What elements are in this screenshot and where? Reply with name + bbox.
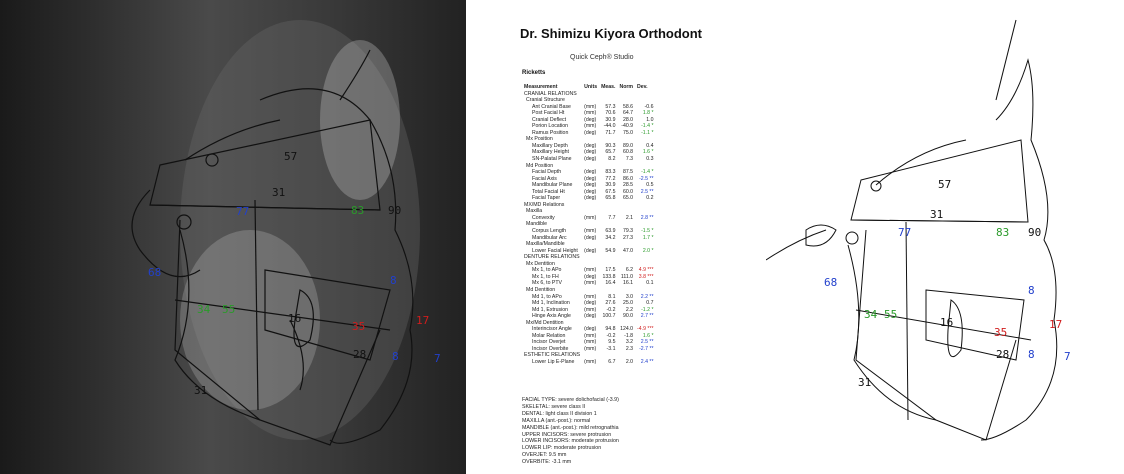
row-meas: -44.0 bbox=[603, 123, 616, 130]
col-measurement: Measurement bbox=[524, 84, 558, 90]
row-meas: 70.6 bbox=[605, 110, 616, 117]
label-34: 34 bbox=[197, 303, 211, 316]
row-meas: 65.8 bbox=[605, 195, 616, 202]
row-units: (deg) bbox=[584, 116, 597, 123]
tracing-labels bbox=[824, 178, 1071, 389]
row-dev: 0.7 bbox=[646, 300, 654, 307]
row-units: (mm) bbox=[584, 280, 597, 287]
tracing-drawing bbox=[766, 0, 1124, 474]
trace-label-90: 90 bbox=[1028, 226, 1042, 239]
row-norm: 87.5 bbox=[622, 169, 634, 176]
row-dev: 1.6 * bbox=[642, 149, 654, 156]
row-meas: 34.2 bbox=[605, 234, 616, 241]
row-norm: 2.2 bbox=[625, 306, 634, 313]
row-meas: 9.5 bbox=[608, 339, 616, 346]
row-norm: -40.9 bbox=[621, 123, 634, 130]
row-label: Mx 1, to APo bbox=[532, 267, 562, 274]
row-meas: 6.7 bbox=[608, 358, 616, 365]
analysis-name: Ricketts bbox=[522, 70, 546, 76]
row-label: Mx Position bbox=[526, 136, 553, 143]
row-meas: 8.2 bbox=[608, 156, 616, 163]
row-label: Lower Facial Height bbox=[532, 247, 578, 254]
row-label: Facial Taper bbox=[532, 195, 561, 202]
row-meas: 30.9 bbox=[605, 182, 616, 189]
row-meas: 71.7 bbox=[605, 129, 616, 136]
label-8a: 8 bbox=[390, 274, 397, 287]
row-label: Post Facial Ht bbox=[532, 110, 565, 117]
row-dev: -1.1 * bbox=[641, 129, 654, 136]
row-norm: 2.3 bbox=[625, 345, 634, 352]
row-norm: 47.0 bbox=[622, 247, 634, 254]
row-label: SN-Palatal Plane bbox=[532, 156, 572, 163]
row-meas: 77.2 bbox=[605, 175, 616, 182]
row-units: (mm) bbox=[584, 358, 597, 365]
row-units: (mm) bbox=[584, 123, 597, 130]
row-label: Md 1, Inclination bbox=[532, 300, 570, 307]
row-units: (mm) bbox=[584, 345, 597, 352]
label-8b: 8 bbox=[392, 350, 399, 363]
row-dev: -1.2 * bbox=[641, 306, 654, 313]
trace-label-31b: 31 bbox=[858, 376, 872, 389]
row-norm: 60.8 bbox=[622, 149, 634, 156]
row-meas: -3.1 bbox=[606, 345, 616, 352]
row-dev: 3.8 *** bbox=[638, 273, 654, 280]
row-norm: 27.3 bbox=[622, 234, 634, 241]
row-norm: 124.0 bbox=[620, 326, 634, 333]
row-label: Mx Dentition bbox=[526, 260, 555, 267]
row-norm: 2.0 bbox=[625, 358, 634, 365]
row-label: Ant Cranial Base bbox=[532, 103, 571, 110]
row-meas: 83.3 bbox=[605, 169, 616, 176]
row-label: Mandibular Arc bbox=[532, 234, 567, 241]
row-dev: -1.4 * bbox=[641, 123, 654, 130]
row-norm: 6.2 bbox=[625, 267, 634, 274]
label-31b: 31 bbox=[194, 384, 208, 397]
trace-label-16: 16 bbox=[940, 316, 954, 329]
row-dev: -2.5 ** bbox=[639, 175, 654, 182]
row-norm: 64.7 bbox=[622, 110, 634, 117]
row-norm: 3.2 bbox=[625, 339, 634, 346]
row-label: Md 1, to APo bbox=[532, 293, 562, 300]
table-row bbox=[522, 359, 655, 366]
summary-line: OVERJET: 9.5 mm bbox=[522, 452, 567, 459]
row-units: (deg) bbox=[584, 300, 597, 307]
summary-line: FACIAL TYPE: severe dolichofacial (-3.9) bbox=[522, 397, 619, 403]
row-meas: 30.9 bbox=[605, 116, 616, 123]
row-label: Md Dentition bbox=[526, 286, 556, 293]
row-units: (deg) bbox=[584, 156, 597, 163]
row-meas: 63.9 bbox=[605, 228, 616, 235]
row-norm: 28.0 bbox=[622, 116, 634, 123]
label-55: 55 bbox=[222, 303, 236, 316]
row-norm: 79.3 bbox=[622, 228, 634, 235]
row-norm: 28.5 bbox=[622, 182, 634, 189]
row-label: Molar Relation bbox=[532, 332, 566, 339]
trace-label-35: 35 bbox=[994, 326, 1008, 339]
row-dev: 1.8 * bbox=[642, 110, 654, 117]
trace-label-68: 68 bbox=[824, 276, 838, 289]
row-units: (deg) bbox=[584, 149, 597, 156]
row-dev: 4.9 *** bbox=[638, 267, 654, 274]
row-meas: -0.2 bbox=[606, 332, 616, 339]
row-meas: 133.8 bbox=[602, 273, 616, 280]
row-label: Cranial Structure bbox=[526, 97, 565, 104]
row-norm: 75.0 bbox=[622, 129, 634, 136]
row-label: Hinge Axis Angle bbox=[532, 313, 571, 320]
row-label: Maxilla bbox=[526, 208, 543, 215]
col-meas: Meas. bbox=[601, 84, 616, 90]
row-label: Mx 1, to FH bbox=[532, 273, 559, 280]
xray-overlay bbox=[0, 0, 466, 474]
row-label: Lower Lip E-Plane bbox=[532, 358, 575, 365]
row-units: (deg) bbox=[584, 142, 597, 149]
row-norm: 7.3 bbox=[625, 156, 634, 163]
row-units: (deg) bbox=[584, 182, 597, 189]
row-units: (deg) bbox=[584, 273, 597, 280]
row-units: (deg) bbox=[584, 188, 597, 195]
row-units: (deg) bbox=[584, 247, 597, 254]
label-77: 77 bbox=[236, 205, 250, 218]
row-meas: 57.3 bbox=[605, 103, 616, 110]
row-norm: 86.0 bbox=[622, 175, 634, 182]
row-meas: 27.6 bbox=[605, 300, 616, 307]
trace-label-28: 28 bbox=[996, 348, 1010, 361]
row-units: (mm) bbox=[584, 339, 597, 346]
summary-line: LOWER LIP: moderate protrusion bbox=[522, 445, 602, 452]
label-31: 31 bbox=[272, 186, 286, 199]
trace-label-8a: 8 bbox=[1028, 284, 1035, 297]
row-units: (mm) bbox=[584, 103, 597, 110]
row-dev: 2.4 ** bbox=[640, 358, 654, 365]
cephalometric-xray bbox=[0, 0, 466, 474]
trace-label-31: 31 bbox=[930, 208, 944, 221]
row-dev: 0.2 bbox=[646, 195, 654, 202]
row-meas: 94.8 bbox=[605, 326, 616, 333]
row-dev: 2.8 ** bbox=[640, 214, 654, 221]
row-label: Ramus Position bbox=[532, 129, 569, 136]
row-label: Incisor Overjet bbox=[532, 339, 566, 346]
row-dev: -4.9 *** bbox=[637, 326, 654, 333]
label-16: 16 bbox=[288, 312, 302, 325]
row-label: Cranial Deflect bbox=[532, 116, 567, 123]
trace-label-17: 17 bbox=[1049, 318, 1063, 331]
row-norm: -1.8 bbox=[624, 332, 634, 339]
row-label: Incisor Overbite bbox=[532, 345, 569, 352]
row-dev: 2.5 ** bbox=[640, 188, 654, 195]
row-norm: 2.1 bbox=[625, 214, 634, 221]
row-label: CRANIAL RELATIONS bbox=[524, 90, 577, 97]
row-units: (mm) bbox=[584, 267, 597, 274]
label-7: 7 bbox=[434, 352, 441, 365]
summary-line: LOWER INCISORS: moderate protrusion bbox=[522, 438, 619, 445]
row-dev: 2.7 ** bbox=[640, 313, 654, 320]
row-units: (deg) bbox=[584, 129, 597, 136]
row-label: Mandibular Plane bbox=[532, 182, 573, 189]
row-units: (mm) bbox=[584, 214, 597, 221]
col-dev: Dev. bbox=[637, 84, 648, 90]
trace-label-8b: 8 bbox=[1028, 348, 1035, 361]
row-dev: 2.2 ** bbox=[640, 293, 654, 300]
row-meas: 54.9 bbox=[605, 247, 616, 254]
col-units: Units bbox=[584, 84, 598, 90]
tracing-lines bbox=[766, 20, 1057, 440]
row-label: Md 1, Extrusion bbox=[532, 306, 569, 313]
row-meas: 67.5 bbox=[605, 188, 616, 195]
software-name: Quick Ceph® Studio bbox=[570, 54, 634, 61]
row-meas: -0.2 bbox=[606, 306, 616, 313]
row-label: Facial Depth bbox=[532, 169, 562, 176]
row-dev: 1.7 * bbox=[642, 234, 654, 241]
row-label: Mx 6, to PTV bbox=[532, 280, 562, 287]
row-units: (mm) bbox=[584, 332, 597, 339]
row-units: (mm) bbox=[584, 110, 597, 117]
row-units: (deg) bbox=[584, 326, 597, 333]
trace-label-83: 83 bbox=[996, 226, 1010, 239]
ceph-report bbox=[466, 0, 766, 474]
row-dev: 0.1 bbox=[646, 280, 654, 287]
row-norm: 111.0 bbox=[620, 273, 634, 280]
row-label: Porion Location bbox=[532, 123, 569, 130]
summary-line: MAXILLA (ant.-post.): normal bbox=[522, 417, 591, 424]
row-dev: 0.4 bbox=[646, 142, 654, 149]
row-units: (mm) bbox=[584, 306, 597, 313]
row-norm: 90.0 bbox=[622, 313, 634, 320]
row-label: Md Position bbox=[526, 162, 554, 169]
row-meas: 65.7 bbox=[605, 149, 616, 156]
row-label: ESTHETIC RELATIONS bbox=[524, 352, 581, 359]
row-units: (deg) bbox=[584, 169, 597, 176]
row-dev: -1.5 * bbox=[641, 228, 654, 235]
row-dev: 2.0 * bbox=[642, 247, 654, 254]
row-label: Maxillary Depth bbox=[532, 142, 568, 149]
row-norm: 65.0 bbox=[622, 195, 634, 202]
clinic-title: Dr. Shimizu Kiyora Orthodont bbox=[520, 26, 703, 41]
label-57: 57 bbox=[284, 150, 298, 163]
row-meas: 100.7 bbox=[602, 313, 616, 320]
row-meas: 90.3 bbox=[605, 142, 616, 149]
row-label: Corpus Length bbox=[532, 228, 567, 235]
row-label: Total Facial Ht bbox=[532, 188, 565, 195]
row-units: (mm) bbox=[584, 293, 597, 300]
summary-line: SKELETAL: severe class II bbox=[522, 403, 586, 410]
row-meas: 17.5 bbox=[605, 267, 616, 274]
row-label: DENTURE RELATIONS bbox=[524, 254, 580, 261]
label-68: 68 bbox=[148, 266, 162, 279]
row-units: (deg) bbox=[584, 234, 597, 241]
row-dev: 0.5 bbox=[646, 182, 654, 189]
row-label: Mandible bbox=[526, 221, 548, 228]
row-norm: 60.0 bbox=[622, 188, 634, 195]
row-dev: 0.3 bbox=[646, 156, 654, 163]
row-dev: -0.6 bbox=[644, 103, 654, 110]
label-83: 83 bbox=[351, 204, 365, 217]
row-units: (deg) bbox=[584, 313, 597, 320]
row-dev: -2.7 ** bbox=[639, 345, 654, 352]
row-label: Interincisor Angle bbox=[532, 326, 572, 333]
row-meas: 16.4 bbox=[605, 280, 616, 287]
row-label: Maxilla/Mandible bbox=[526, 241, 565, 248]
trace-label-55: 55 bbox=[884, 308, 898, 321]
row-meas: 7.7 bbox=[608, 214, 616, 221]
row-dev: 2.5 ** bbox=[640, 339, 654, 346]
row-norm: 3.0 bbox=[625, 293, 634, 300]
trace-label-57: 57 bbox=[938, 178, 952, 191]
row-label: Mx/Md Dentition bbox=[526, 319, 564, 326]
col-norm: Norm bbox=[619, 84, 634, 90]
row-meas: 8.1 bbox=[608, 293, 616, 300]
row-dev: 1.6 * bbox=[642, 332, 654, 339]
row-norm: 16.1 bbox=[622, 280, 634, 287]
measurement-table bbox=[522, 84, 655, 366]
summary-line: MANDIBLE (ant.-post.): mild retrognathia bbox=[522, 424, 619, 431]
table-body bbox=[522, 91, 655, 366]
row-label: MX/MD Relations bbox=[524, 201, 565, 208]
trace-label-7: 7 bbox=[1064, 350, 1071, 363]
row-units: (deg) bbox=[584, 195, 597, 202]
summary-line: DENTAL: light class II division 1 bbox=[522, 410, 597, 417]
row-dev: -1.4 * bbox=[641, 169, 654, 176]
row-label: Maxillary Height bbox=[532, 149, 569, 156]
label-17: 17 bbox=[416, 314, 430, 327]
label-35: 35 bbox=[352, 320, 366, 333]
row-norm: 89.0 bbox=[622, 142, 634, 149]
cephalometric-tracing bbox=[766, 0, 1124, 474]
row-units: (mm) bbox=[584, 228, 597, 235]
summary-line: UPPER INCISORS: severe protrusion bbox=[522, 431, 612, 438]
diagnosis-summary bbox=[522, 397, 619, 466]
row-units: (deg) bbox=[584, 175, 597, 182]
row-dev: 1.0 bbox=[646, 116, 654, 123]
row-label: Convexity bbox=[532, 214, 555, 221]
label-90: 90 bbox=[388, 204, 402, 217]
skull-bright bbox=[320, 40, 400, 200]
row-label: Facial Axis bbox=[532, 175, 557, 182]
row-norm: 25.0 bbox=[622, 300, 634, 307]
trace-label-34: 34 bbox=[864, 308, 878, 321]
label-28: 28 bbox=[353, 348, 367, 361]
row-norm: 58.6 bbox=[622, 103, 634, 110]
summary-line: OVERBITE: -3.1 mm bbox=[522, 459, 572, 466]
trace-label-77: 77 bbox=[898, 226, 912, 239]
